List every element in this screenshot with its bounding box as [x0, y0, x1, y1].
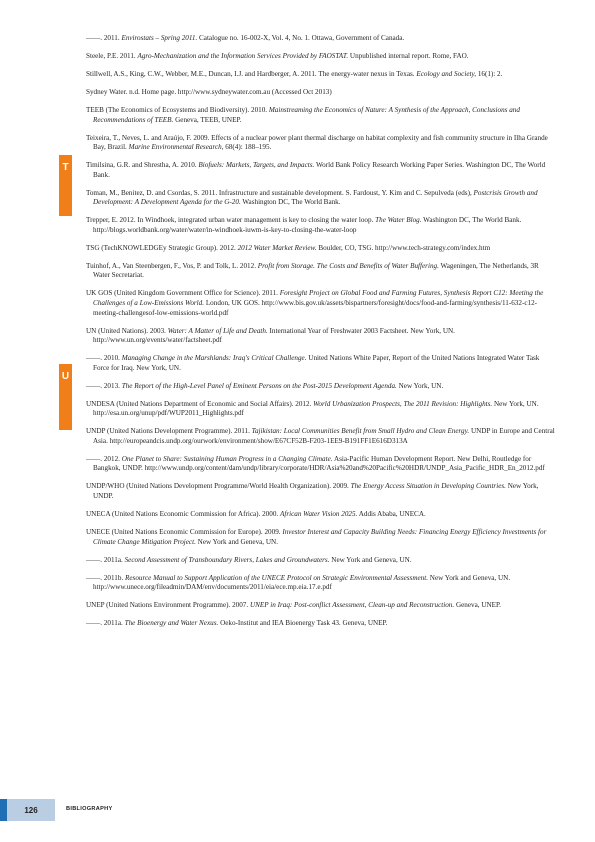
reference-text: Asia-Pacific Human Development Report. New Delhi, Routledge for Bangkok, UNDP. http://www.undp.org/content/dam/undp/library/corporate/HDR/Asia%20and%20Pacific%20HDR/UNDP_Asia_Pacific_HDR_En_2012.pdf	[93, 454, 545, 473]
reference-text: Teixeira, T., Neves, L. and Araújo, F. 2009. Effects of a nuclear power plant thermal discharge on habitat complexity and fish community structure in Ilha Grande Bay, Brazil.	[86, 133, 548, 152]
reference-text: Trepper, E. 2012. In Windhoek, integrated urban water management is key to closing the water loop.	[86, 216, 376, 225]
reference-title: Managing Change in the Marshlands: Iraq's Critical Challenge.	[121, 354, 307, 363]
reference-title: Profit from Storage. The Costs and Benefits of Water Buffering.	[257, 261, 439, 270]
reference-text: New York, UN.	[396, 381, 444, 390]
reference-title: Agro-Mechanization and the Information Services Provided by FAOSTAT.	[137, 51, 349, 60]
reference-text: UNECA (United Nations Economic Commission for Africa). 2000.	[86, 510, 280, 519]
reference-entry	[86, 34, 556, 44]
reference-entry	[86, 216, 556, 235]
reference-title: One Planet to Share: Sustaining Human Progress in a Changing Climate.	[121, 454, 333, 463]
reference-title: The Energy Access Situation in Developing Countries.	[350, 482, 506, 491]
reference-entry	[86, 574, 556, 593]
reference-title: UNEP in Iraq: Post-conflict Assessment, Clean-up and Reconstruction.	[249, 601, 455, 610]
reference-text: ——. 2011a.	[86, 555, 125, 564]
reference-entry	[86, 601, 556, 611]
reference-title: The Bioenergy and Water Nexus.	[124, 619, 219, 628]
reference-text: New York, UN. http://esa.un.org/unup/pdf/WUP2011_Highlights.pdf	[93, 399, 539, 418]
reference-entry	[86, 455, 556, 474]
reference-text: ——. 2010.	[86, 354, 122, 363]
reference-entry	[86, 262, 556, 281]
reference-text: New York and Geneva, UN.	[195, 537, 278, 546]
reference-entry	[86, 327, 556, 346]
reference-text: Geneva, TEEB, UNEP.	[173, 115, 242, 124]
reference-title: Biofuels: Markets, Targets, and Impacts.	[198, 161, 315, 170]
section-tab-letter: U	[61, 371, 70, 382]
reference-title: The Report of the High-Level Panel of Eminent Persons on the Post-2015 Development Agenda.	[121, 381, 397, 390]
reference-text: Wageningen, The Netherlands, 3R Water Secretariat.	[93, 261, 539, 280]
reference-text: Tuinhof, A., Van Steenbergen, F., Vos, P. and Tolk, L. 2012.	[86, 261, 258, 270]
reference-text: World Bank Policy Research Working Paper Series. Washington DC, The World Bank.	[93, 161, 546, 179]
reference-text: UNDESA (United Nations Department of Economic and Social Affairs). 2012.	[86, 399, 314, 408]
section-tab-u	[59, 364, 72, 430]
reference-entry	[86, 244, 556, 254]
reference-entry	[86, 427, 556, 446]
reference-text: Boulder, CO, TSG. http://www.tech-strategy.com/index.htm	[316, 243, 491, 252]
reference-entry	[86, 189, 556, 208]
reference-title: Marine Environmental Research,	[128, 143, 224, 152]
reference-text: Steele, P.E. 2011.	[86, 51, 138, 60]
section-label: BIBLIOGRAPHY	[66, 806, 113, 812]
reference-text: Oeko-Institut and IEA Bioenergy Task 43. Geneva, UNEP.	[218, 619, 388, 628]
reference-text: TEEB (The Economics of Ecosystems and Biodiversity). 2010.	[86, 105, 269, 114]
reference-text: United Nations White Paper, Report of the United Nations Integrated Water Task Force for Iraq. New York, UN.	[93, 354, 540, 372]
reference-entry	[86, 619, 556, 629]
reference-title: Water: A Matter of Life and Death.	[167, 326, 268, 335]
reference-title: Tajikistan: Local Communities Benefit from Small Hydro and Clean Energy.	[251, 427, 470, 436]
reference-text: UNDP (United Nations Development Programme). 2011.	[86, 427, 252, 436]
reference-text: UNDP in Europe and Central Asia. http://europeandcis.undp.org/ourwork/environment/show/E67CF52B-F203-1EE9-B191FF1E616D313A	[93, 427, 555, 445]
reference-text: ——. 2011a.	[86, 619, 125, 628]
page-number-text: 126	[24, 805, 38, 815]
reference-title: African Water Vision 2025.	[279, 510, 358, 519]
reference-title: Ecology and Society,	[416, 69, 477, 78]
reference-title: 2012 Water Market Review.	[237, 243, 317, 252]
reference-text: Addis Ababa, UNECA.	[357, 510, 426, 519]
reference-entry	[86, 382, 556, 392]
reference-text: Toman, M., Benitez, D. and Csordas, S. 2011. Infrastructure and sustainable development. S. Fardoust, Y. Kim and C. Sepulveda (eds),	[86, 188, 474, 197]
reference-entry	[86, 482, 556, 501]
reference-entry	[86, 289, 556, 318]
reference-text: Stillwell, A.S., King, C.W., Webber, M.E., Duncan, I.J. and Hardberger, A. 2011. The energy-water nexus in Texas.	[86, 69, 417, 78]
reference-entry	[86, 88, 556, 98]
reference-text: ——. 2013.	[86, 381, 122, 390]
reference-text: TSG (TechKNOWLEDGEy Strategic Group). 2012.	[86, 243, 238, 252]
reference-title: Envirostats – Spring 2011.	[121, 34, 198, 42]
reference-entry	[86, 161, 556, 180]
reference-text: London, UK GOS. http://www.bis.gov.uk/assets/bispartners/foresight/docs/food-and-farming/synthesis/11-632-c12-meeting-challengesof-low-emissions-world.pdf	[93, 298, 538, 317]
reference-text: Catalogue no. 16-002-X, Vol. 4, No. 1. Ottawa, Government of Canada.	[197, 34, 405, 42]
reference-text: UNDP/WHO (United Nations Development Programme/World Health Organization). 2009.	[86, 482, 351, 491]
reference-text: ——. 2012.	[86, 454, 122, 463]
reference-text: UK GOS (United Kingdom Government Office for Science). 2011.	[86, 289, 280, 298]
reference-entry	[86, 134, 556, 153]
reference-text: Geneva, UNEP.	[454, 601, 501, 610]
reference-title: The Water Blog.	[375, 216, 422, 225]
reference-text: ——. 2011.	[86, 34, 122, 42]
page-number	[7, 799, 55, 821]
reference-text: New York, UNDP.	[93, 482, 539, 501]
footer-accent-bar	[0, 799, 7, 821]
section-tab-t	[59, 155, 72, 216]
reference-text: UNECE (United Nations Economic Commission for Europe). 2009.	[86, 528, 283, 536]
reference-text: New York and Geneva, UN. http://www.unece.org/fileadmin/DAM/env/documents/2011/eia/ece.mp.eia.17.e.pdf	[93, 573, 511, 592]
reference-text: Washington DC, The World Bank. http://blogs.worldbank.org/water/water/in-windhoek-iuwm-is-key-to-closing-the-water-loop	[93, 216, 522, 234]
reference-text: International Year of Freshwater 2003 Factsheet. New York, UN. http://www.un.org/events/water/factsheet.pdf	[93, 326, 455, 345]
reference-text: ——. 2011b.	[86, 573, 126, 582]
reference-title: Second Assessment of Transboundary Rivers, Lakes and Groundwaters.	[124, 555, 330, 564]
reference-text: Timilsina, G.R. and Shrestha, A. 2010.	[86, 161, 199, 170]
reference-entry	[86, 510, 556, 520]
reference-text: UN (United Nations). 2003.	[86, 326, 168, 335]
reference-title: World Urbanization Prospects, The 2011 Revision: Highlights.	[313, 399, 493, 408]
reference-entry	[86, 528, 556, 547]
reference-list	[86, 34, 556, 637]
reference-text: UNEP (United Nations Environment Programme). 2007.	[86, 601, 250, 610]
reference-title: Mainstreaming the Economics of Nature: A Synthesis of the Approach, Conclusions and Recommendations of TEEB.	[93, 105, 520, 124]
reference-entry	[86, 70, 556, 80]
reference-text: Unpublished internal report. Rome, FAO.	[348, 51, 469, 60]
reference-entry	[86, 556, 556, 566]
reference-text: 68(4): 188–195.	[223, 143, 272, 152]
reference-entry	[86, 354, 556, 373]
reference-text: 16(1): 2.	[476, 69, 503, 78]
reference-title: Investor Interest and Capacity Building Needs: Financing Energy Efficiency Investments for Climate Change Mitigation Project.	[93, 528, 547, 546]
section-tab-letter: T	[62, 162, 69, 173]
reference-text: Sydney Water. n.d. Home page. http://www.sydneywater.com.au (Accessed Oct 2013)	[86, 87, 332, 96]
reference-title: Postcrisis Growth and Development: A Development Agenda for the G-20.	[93, 188, 538, 207]
reference-entry	[86, 106, 556, 125]
reference-title: Resource Manual to Support Application of the UNECE Protocol on Strategic Environmental Assessment.	[125, 573, 428, 582]
reference-entry	[86, 52, 556, 62]
reference-title: Foresight Project on Global Food and Farming Futures, Synthesis Report C12: Meeting the Challenges of a Low-Emissions World.	[93, 289, 544, 307]
reference-entry	[86, 400, 556, 419]
reference-text: New York and Geneva, UN.	[329, 555, 412, 564]
reference-text: Washington DC, The World Bank.	[240, 198, 341, 207]
